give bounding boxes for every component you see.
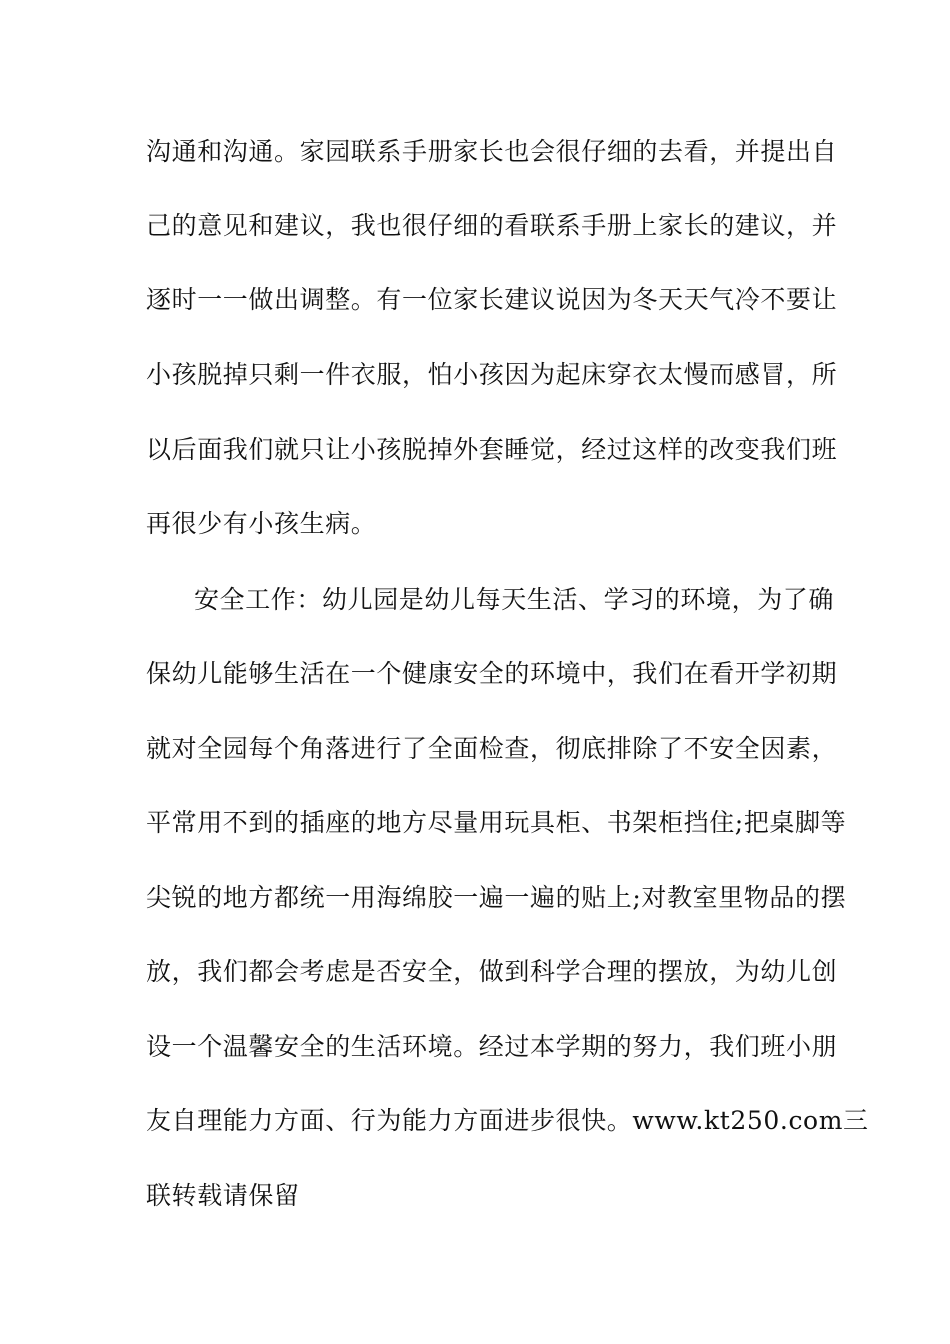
text-line: 小孩脱掉只剩一件衣服，怕小孩因为起床穿衣太慢而感冒，所 bbox=[146, 360, 838, 389]
text-line: 再很少有小孩生病。 bbox=[146, 509, 377, 538]
text-line: 沟通和沟通。家园联系手册家长也会很仔细的去看，并提出自 bbox=[146, 137, 838, 166]
text-line: 保幼儿能够生活在一个健康安全的环境中，我们在看开学初期 bbox=[146, 659, 838, 688]
text-line: 友自理能力方面、行为能力方面进步很快。www.kt250.com三 bbox=[146, 1106, 869, 1135]
text-line: 平常用不到的插座的地方尽量用玩具柜、书架柜挡住;把桌脚等 bbox=[146, 808, 847, 837]
text-line: 尖锐的地方都统一用海绵胶一遍一遍的贴上;对教室里物品的摆 bbox=[146, 883, 847, 912]
text-line: 放，我们都会考虑是否安全，做到科学合理的摆放，为幼儿创 bbox=[146, 957, 838, 986]
text-line: 安全工作：幼儿园是幼儿每天生活、学习的环境，为了确 bbox=[194, 585, 835, 614]
text-line: 联转载请保留 bbox=[146, 1181, 300, 1210]
text-line: 就对全园每个角落进行了全面检查，彻底排除了不安全因素， bbox=[146, 734, 838, 763]
text-line: 以后面我们就只让小孩脱掉外套睡觉，经过这样的改变我们班 bbox=[146, 435, 838, 464]
text-line: 逐时一一做出调整。有一位家长建议说因为冬天天气冷不要让 bbox=[146, 285, 838, 314]
text-line: 设一个温馨安全的生活环境。经过本学期的努力，我们班小朋 bbox=[146, 1032, 838, 1061]
text-line: 己的意见和建议，我也很仔细的看联系手册上家长的建议，并 bbox=[146, 211, 838, 240]
